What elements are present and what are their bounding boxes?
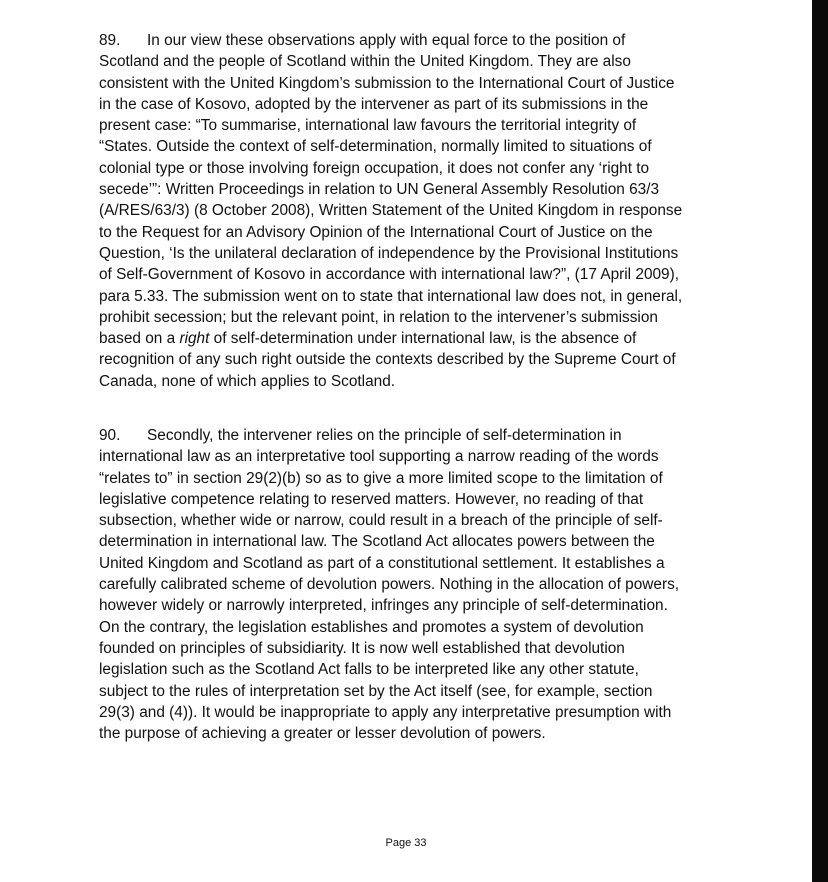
page-number: Page 33 [385, 837, 427, 849]
paragraph-number: 90. [99, 427, 121, 444]
paragraph-line: Scotland and the people of Scotland within the United Kingdom. They are also [99, 53, 631, 71]
paragraph-line: 90. Secondly, the intervener relies on the principle of self-determination in [99, 425, 715, 446]
paragraph-line: to the Request for an Advisory Opinion of the International Court of Justice on the [99, 223, 653, 241]
paragraph-line: carefully calibrated scheme of devolution powers. Nothing in the allocation of powers, [99, 576, 680, 594]
paragraph-line: “States. Outside the context of self-determination, normally limited to situations of [99, 138, 652, 156]
paragraph-line: consistent with the United Kingdom’s submission to the International Court of Justice [99, 74, 675, 92]
paragraph-90 [99, 425, 715, 744]
paragraph-line: recognition of any such right outside the contexts described by the Supreme Court of [99, 351, 676, 369]
paragraph-line: the purpose of achieving a greater or lesser devolution of powers. [99, 725, 546, 743]
paragraph-line: “relates to” in section 29(2)(b) so as to give a more limited scope to the limitation of [99, 469, 663, 487]
paragraph-line: legislation such as the Scotland Act falls to be interpreted like any other statute, [99, 661, 639, 679]
paragraph-line: founded on principles of subsidiarity. It is now well established that devolution [99, 639, 625, 657]
paragraph-line: On the contrary, the legislation establishes and promotes a system of devolution [99, 618, 644, 636]
paragraph-line: para 5.33. The submission went on to state that international law does not, in general, [99, 287, 683, 305]
emphasis-right: right [179, 330, 210, 348]
paragraph-line: in the case of Kosovo, adopted by the intervener as part of its submissions in the [99, 95, 649, 113]
paragraph-line: subject to the rules of interpretation set by the Act itself (see, for example, section [99, 682, 653, 700]
paragraph-line: secede’”: Written Proceedings in relation to UN General Assembly Resolution 63/3 [99, 181, 660, 199]
paragraph-line: prohibit secession; but the relevant point, in relation to the intervener’s submission [99, 308, 658, 326]
paragraph-line: United Kingdom and Scotland as part of a constitutional settlement. It establishes a [99, 554, 665, 572]
paragraph-line: of Self-Government of Kosovo in accordance with international law?”, (17 April 2009), [99, 266, 680, 284]
paragraph-line: subsection, whether wide or narrow, could result in a breach of the principle of self- [99, 512, 663, 530]
paragraph-number: 89. [99, 32, 121, 49]
paragraph-line: determination in international law. The Scotland Act allocates powers between the [99, 533, 655, 551]
page-edge-shadow [812, 0, 828, 882]
paragraph-line: 89. In our view these observations apply with equal force to the position of [99, 30, 715, 51]
paragraph-line: present case: “To summarise, international law favours the territorial integrity of [99, 117, 637, 135]
paragraph-89 [99, 30, 715, 392]
paragraph-line: colonial type or those involving foreign occupation, it does not confer any ‘right to [99, 159, 650, 177]
paragraph-line: international law as an interpretative tool supporting a narrow reading of the words [99, 448, 659, 466]
paragraph-line: (A/RES/63/3) (8 October 2008), Written Statement of the United Kingdom in response [99, 202, 683, 220]
paragraph-line: Canada, none of which applies to Scotland. [99, 372, 396, 390]
paragraph-line: 29(3) and (4)). It would be inappropriate to apply any interpretative presumption with [99, 703, 672, 721]
paragraph-line: however widely or narrowly interpreted, infringes any principle of self-determination. [99, 597, 668, 615]
paragraph-line: legislative competence relating to reserved matters. However, no reading of that [99, 490, 644, 508]
paragraph-line: Question, ‘Is the unilateral declaration of independence by the Provisional Institutions [99, 244, 679, 262]
paragraph-line: based on a right of self-determination under international law, is the absence of [99, 330, 637, 348]
